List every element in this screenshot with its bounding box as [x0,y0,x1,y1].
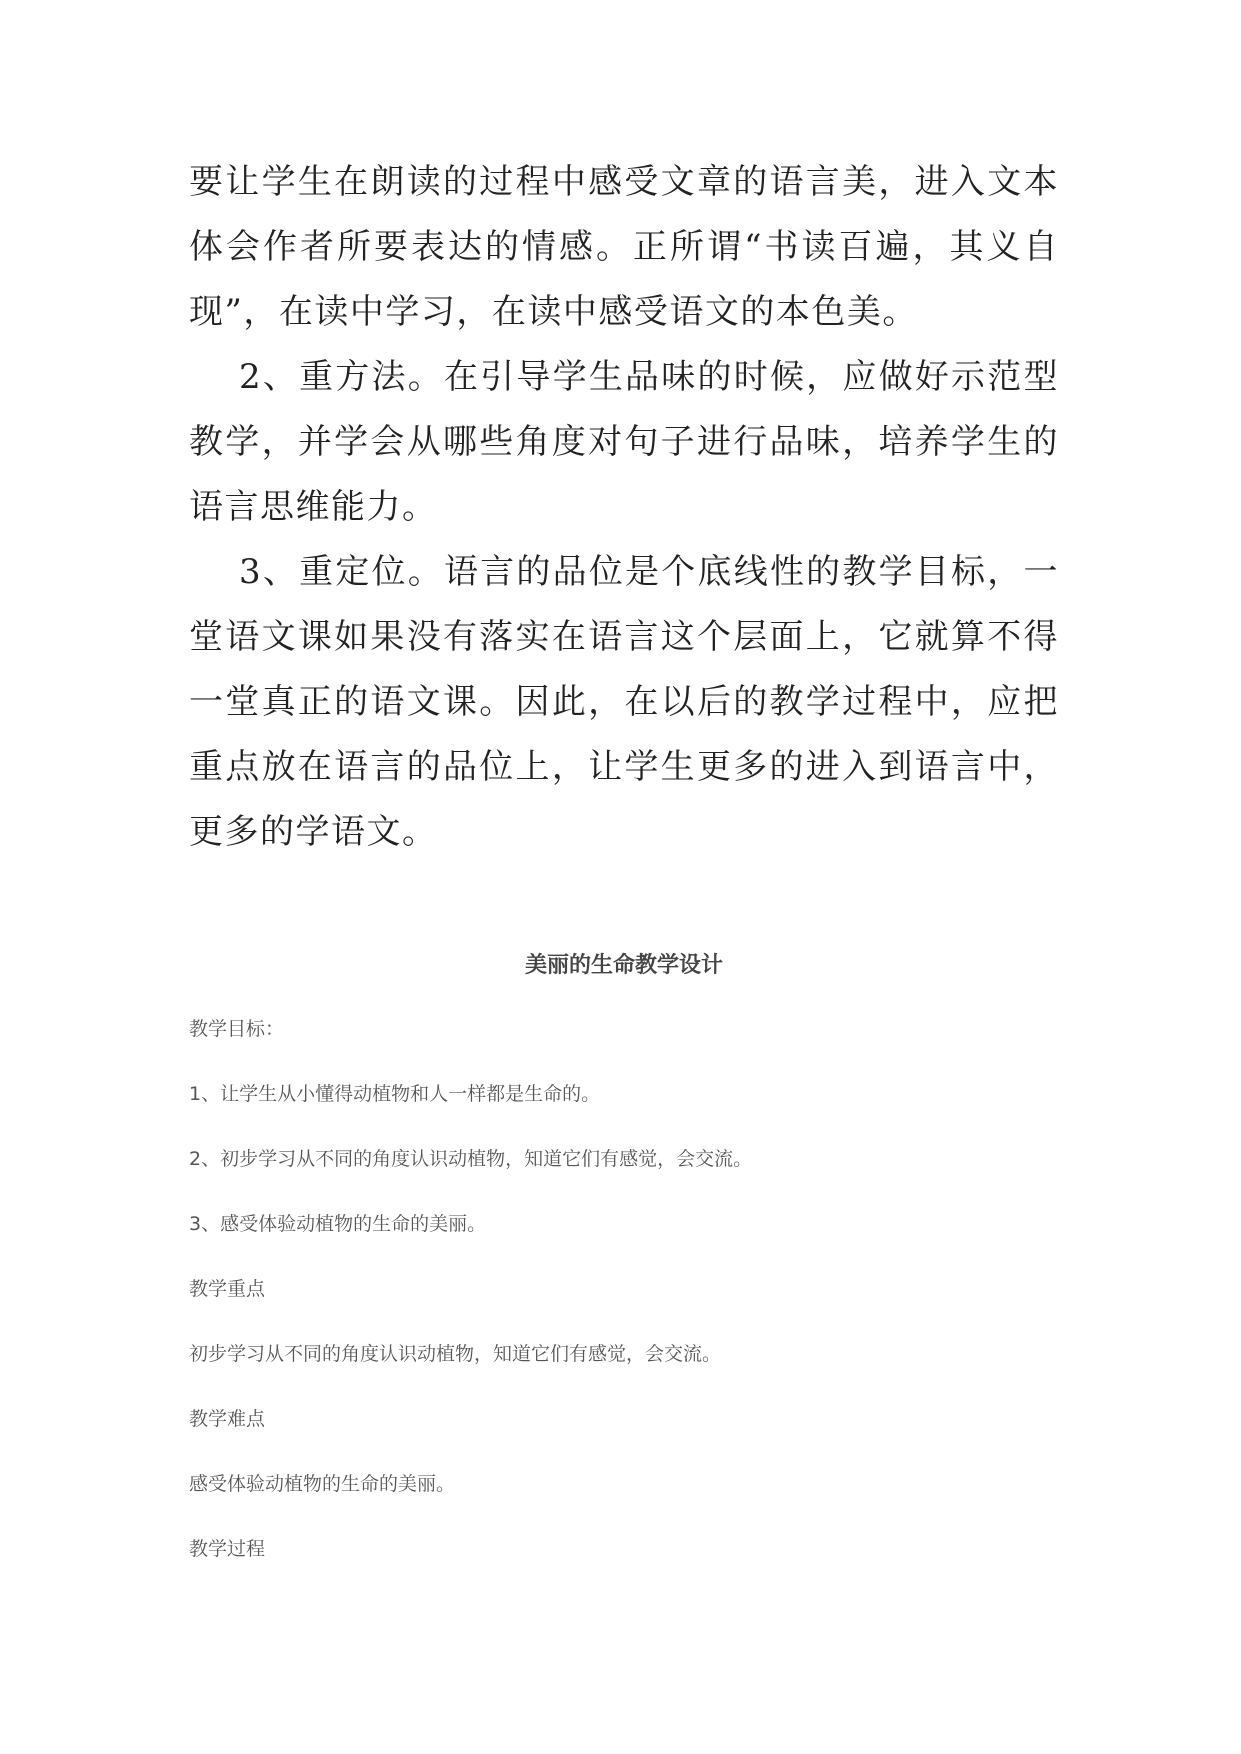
difficulty-heading: 教学难点 [189,1408,266,1430]
goal-item-3: 3、感受体验动植物的生命的美丽。 [189,1213,487,1235]
difficulty-text: 感受体验动植物的生命的美丽。 [189,1473,456,1495]
key-point-text: 初步学习从不同的角度认识动植物，知道它们有感觉，会交流。 [189,1343,722,1365]
essay-paragraph-3: 3、重定位。语言的品位是个底线性的教学目标，一堂语文课如果没有落实在语言这个层面上，它就算不得一堂真正的语文课。因此，在以后的教学过程中，应把重点放在语言的品位上，让学生更多的进入到语言中，更多的学语文。 [189,552,1059,852]
process-heading: 教学过程 [189,1538,266,1560]
goal-item-1: 1、让学生从小懂得动植物和人一样都是生命的。 [189,1083,601,1105]
essay-paragraph-2: 2、重方法。在引导学生品味的时候，应做好示范型教学，并学会从哪些角度对句子进行品味，培养学生的语言思维能力。 [189,357,1059,527]
key-point-heading: 教学重点 [189,1278,266,1300]
essay-body [189,150,1059,865]
goal-item-2: 2、初步学习从不同的角度认识动植物，知道它们有感觉，会交流。 [189,1148,753,1170]
essay-paragraph-1: 要让学生在朗读的过程中感受文章的语言美，进入文本体会作者所要表达的情感。正所谓“书读百遍，其义自现”，在读中学习，在读中感受语文的本色美。 [189,162,1059,332]
goals-heading: 教学目标： [189,1018,285,1040]
lesson-plan-title: 美丽的生命教学设计 [524,952,723,978]
